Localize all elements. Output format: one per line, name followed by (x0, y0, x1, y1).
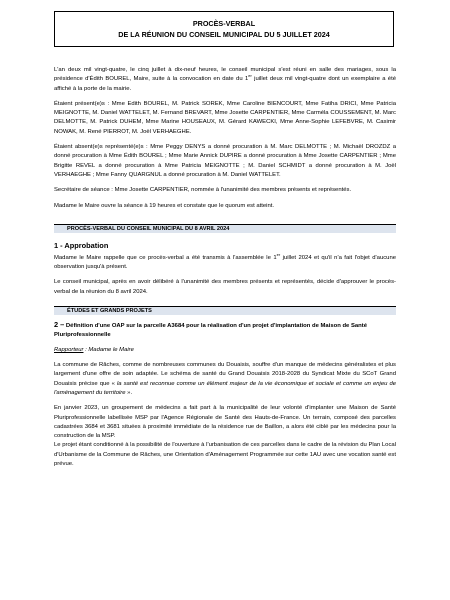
document-title-box (54, 11, 394, 47)
secretary-paragraph: Secrétaire de séance : Mme Josette CARPENTIER, nommée à l'unanimité des membres présents et représentés. (54, 187, 352, 194)
item-2-paragraph-2: En janvier 2023, un groupement de médecins a fait part à la municipalité de leur volonté d'implanter une Maison de Santé Pluriprofessionnelle labellisée MSP par l'Agence Régionale de Santé des Hauts-de-France. Un terrain, composé des parcelles cadastrées 3684 et 3681 situées à proximité immédiate de la résidence rue de Baillon, a alors été ciblé par les médecins pour la construction de la MSP. (54, 405, 396, 440)
rapporteur-line: Rapporteur : Madame le Maire (54, 347, 134, 354)
document-body (54, 66, 396, 469)
approbation-paragraph-1: Madame le Maire rappelle que ce procès-verbal a été transmis à l'assemblée le 1er juillet 2024 et qu'il n'a fait l'objet d'aucune observation jusqu'à présent. (54, 251, 397, 271)
item-2-paragraph-1: La commune de Râches, comme de nombreuses communes du Douaisis, souffre d'un manque de médecins généralistes et plus largement d'une offre de soin adaptée. Le schéma de santé du Grand Douaisis 2018-2028 du Syndicat Mixte du SCoT Grand Douaisis précise que « la santé est reconnue comme un élément majeur de la vie économique et sociale et comme un enjeu de l'aménagement du territoire ». (54, 362, 397, 396)
approbation-heading: 1 - Approbation (54, 240, 109, 250)
section-bar-projects: ÉTUDES ET GRANDS PROJETS (54, 306, 396, 315)
item-2-heading: 2 – Définition d'une OAP sur la parcelle A3684 pour la réalisation d'un projet d'implantation de Maison de Santé Pluriprofessionnelle (54, 320, 367, 339)
item-2-paragraph-3: Le projet étant conditionné à la possibilité de l'ouverture à l'urbanisation de ces parcelles dans le cadre de la révision du Plan Local d'Urbanisme de la Commune de Râches, une Orientation d'Aménagement Programmée sur cette 1AU avec une vocation santé est prévue. (54, 442, 396, 468)
intro-paragraph: L'an deux mil vingt-quatre, le cinq juillet à dix-neuf heures, le conseil municipal s'est réuni en salle des mariages, sous la présidence d'Édith BOUREL, Maire, suite à la convocation en date du 1er juillet deux mil vingt-quatre dont un exemplaire a été affiché à la porte de la mairie. (54, 67, 396, 92)
absent-members-paragraph: Étaient absent(e)s représenté(e)s : Mme Peggy DENYS a donné procuration à M. Marc DELMOTTE ; M. Michaël DROZDZ a donné procuration à Mme Édith BOUREL ; Mme Marie Annick DUPIRE a donné procuration à Mme Josette CARPENTIER ; Mme Brigitte REVEL a donné procuration à Mme Patricia MEIGNOTTE ; M. Daniel SCHMIDT a donné procuration à M. Joël VERHAEGHE ; Mme Fanny QUARGNUL a donné procuration à M. Daniel WATTELET. (54, 144, 396, 178)
document-subtitle: DE LA RÉUNION DU CONSEIL MUNICIPAL DU 5 JUILLET 2024 (118, 30, 330, 39)
document-title: PROCÈS-VERBAL (192, 19, 256, 28)
present-members-paragraph: Étaient présent(e)s : Mme Edith BOUREL, M. Patrick SOREK, Mme Caroline BIENCOURT, Mme Fatiha DRICI, Mme Patricia MEIGNOTTE, M. Daniel WATTELET, M. Fernand BREVART, Mme Josette CARPENTIER, Mme Carméla COUSSEMENT, M. Marc DELMOTTE, M. Patrick DUHEM, Mme Marine HOUSEAUX, M. Gérard KAWECKI, Mme Anne-Sophie LEFEBVRE, M. Casimir NOWAK, M. René PIERROT, M. Joël VERHAEGHE. (54, 100, 396, 135)
approbation-paragraph-2: Le conseil municipal, après en avoir délibéré à l'unanimité des membres présents et représentés, décide d'approuver le procès-verbal de la réunion du 8 avril 2024. (54, 279, 396, 295)
quorum-paragraph: Madame le Maire ouvre la séance à 19 heures et constate que le quorum est atteint. (54, 202, 275, 209)
section-bar-pv: PROCÈS-VERBAL DU CONSEIL MUNICIPAL DU 8 AVRIL 2024 (54, 224, 396, 233)
